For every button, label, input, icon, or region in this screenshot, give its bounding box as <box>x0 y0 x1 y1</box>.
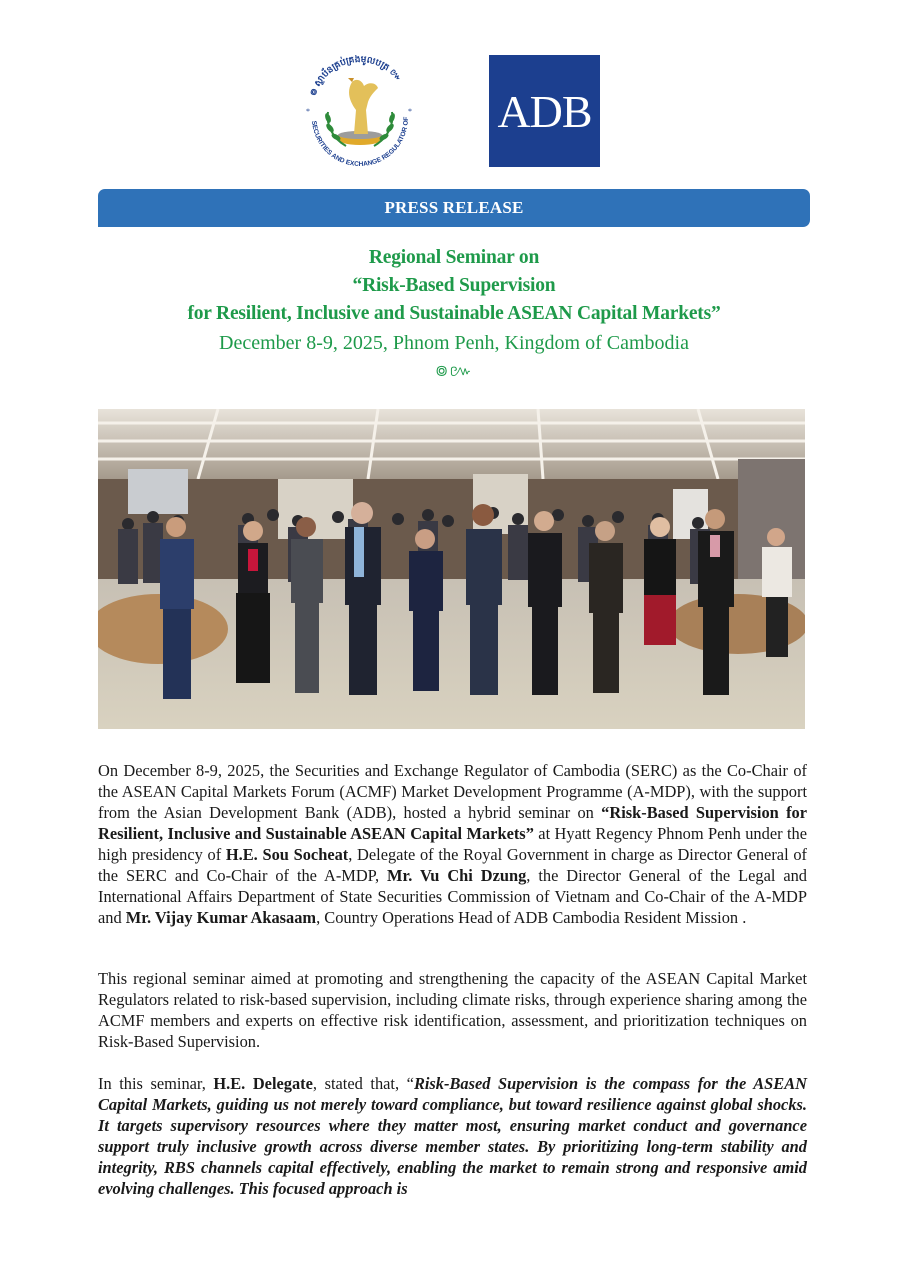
adb-logo-text: ADB <box>497 85 592 137</box>
title-line-1: Regional Seminar on <box>368 247 540 268</box>
title-line-3: for Resilient, Inclusive and Sustainable ASEAN Capital Markets” <box>187 303 721 324</box>
press-release-banner <box>98 189 810 227</box>
adb-logo <box>489 55 600 167</box>
paragraph-statement <box>98 1073 807 1199</box>
group-photo-image <box>98 409 805 729</box>
khmer-ornament: ៙៚ <box>435 363 473 380</box>
person-name-vijay-kumar-akasaam: Mr. Vijay Kumar Akasaam <box>125 908 317 927</box>
svg-text:៙ ស្ថាប័នគ្រប់គ្រងមូលបត្រ ៚: ៙ ស្ថាប័នគ្រប់គ្រងមូលបត្រ ៚ <box>307 53 404 98</box>
paragraph-text: , Country Operations Head of ADB Cambodia Resident Mission . <box>316 908 747 927</box>
paragraph-text: On December 8-9, 2025, the Securities and Exchange Regulator of Cambodia (SERC) as the Co-Chair of the ASEAN Capital Markets Forum (ACMF) Market Development Programme (A-MDP), with the support from the Asian Development Bank (ADB), hosted a hybrid seminar on <box>98 761 807 822</box>
person-name-he-delegate: H.E. Delegate <box>213 1074 313 1093</box>
svg-text:SECURITIES AND EXCHANGE REGULA: SECURITIES AND EXCHANGE REGULATOR OF <box>310 116 411 169</box>
person-name-sou-socheat: H.E. Sou Socheat <box>225 845 349 864</box>
paragraph-text: , Delegate of the Royal Government in charge as Director General of the SERC and Co-Chair of the A-MDP, <box>98 845 807 885</box>
group-photo <box>98 409 805 729</box>
paragraph-text: , the Director General of the Legal and International Affairs Department of State Securities Commission of Vietnam and Co-Chair of the A-MDP and <box>98 866 807 927</box>
press-release-label: PRESS RELEASE <box>384 198 524 217</box>
svg-text:*: * <box>306 107 310 116</box>
title-line-2: “Risk-Based Supervision <box>352 275 556 296</box>
title-block <box>98 244 810 384</box>
paragraph-aim: This regional seminar aimed at promoting and strengthening the capacity of the ASEAN Capital Market Regulators related to risk-based supervision, including climate risks, through experience sharing among the ACMF members and experts on effective risk identification, assessment, and prioritization techniques on Risk-Based Supervision. <box>98 969 807 1051</box>
delegate-quote: Risk-Based Supervision is the compass for the ASEAN Capital Markets, guiding us not merely toward compliance, but toward resilience against global shocks. It targets supervisory resources where they matter most, ensuring market conduct and governance support truly inclusive growth across diverse member states. By prioritizing long-term stability and integrity, RBS channels capital effectively, enabling the market to remain strong and responsive amid evolving challenges. This focused approach is <box>98 1074 807 1198</box>
paragraph-text: In this seminar, <box>98 1074 214 1093</box>
paragraph-text: at Hyatt Regency Phnom Penh under the high presidency of <box>98 824 807 864</box>
date-location: December 8-9, 2025, Phnom Penh, Kingdom of Cambodia <box>219 332 689 354</box>
person-name-vu-chi-dzung: Mr. Vu Chi Dzung <box>387 866 527 885</box>
paragraph-text: , stated that, “ <box>312 1074 414 1093</box>
serc-emblem-icon <box>298 52 422 170</box>
seminar-title-bold: “Risk-Based Supervision for Resilient, Inclusive and Sustainable ASEAN Capital Markets” <box>98 803 808 843</box>
serc-logo <box>298 52 422 170</box>
paragraph-intro <box>98 760 807 928</box>
svg-text:*: * <box>408 107 412 116</box>
